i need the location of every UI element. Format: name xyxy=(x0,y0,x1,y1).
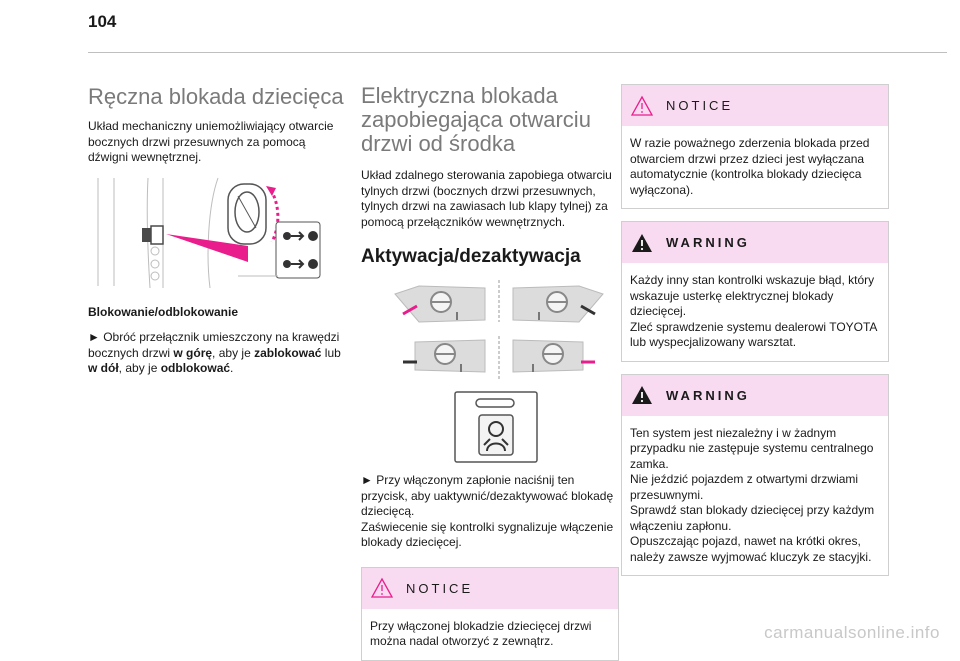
notice-title: NOTICE xyxy=(406,580,474,596)
warning-filled-icon xyxy=(630,384,654,406)
step-unlock-word: odblokować xyxy=(160,361,231,375)
column-notices xyxy=(621,84,889,576)
warning-title: WARNING xyxy=(666,387,750,403)
column-manual-child-lock xyxy=(88,72,346,377)
activation-subheading: Aktywacja/dezaktywacja xyxy=(361,246,581,267)
warning-text: Zleć sprawdzenie systemu dealerowi TOYOTA lub wyspecjalizowany warsztat. xyxy=(630,319,877,349)
manual-lock-intro: Układ mechaniczny uniemożliwiający otwarcie bocznych drzwi przesuwnych za pomocą dźwigni wewnętrznej. xyxy=(88,119,334,164)
step-text: , aby je xyxy=(212,345,255,360)
electric-lock-intro: Układ zdalnego sterowania zapobiega otwarciu tylnych drzwi (bocznych drzwi przesuwnych, tylnych drzwi na zawiasach lub klapy tylnej) za pomocą przełączników wewnętrznych. xyxy=(361,168,612,229)
vehicle-doors-illustration xyxy=(389,280,609,385)
title-line: drzwi od środka xyxy=(361,131,516,156)
header-divider xyxy=(88,52,947,53)
section-title-electric-lock xyxy=(361,84,619,156)
notice-header xyxy=(622,85,888,126)
column-electric-child-lock xyxy=(361,72,619,661)
warning-box-system xyxy=(621,374,889,577)
child-lock-button-illustration xyxy=(454,391,538,463)
section-title-manual-lock: Ręczna blokada dziecięca xyxy=(88,84,344,109)
step-text: Zaświecenie się kontrolki sygnalizuje włączenie blokady dziecięcej. xyxy=(361,519,614,549)
manual-lock-step xyxy=(88,330,346,377)
notice-box-exterior xyxy=(361,567,619,661)
step-text: lub xyxy=(321,345,341,360)
step-text: , aby je xyxy=(118,361,161,375)
warning-text: Opuszczając pojazd, nawet na krótki okres, należy zawsze wyjmować kluczyk ze stacyjki. xyxy=(630,534,872,564)
step-text: ► Przy włączonym zapłonie naciśnij ten przycisk, aby uaktywnić/dezaktywować blokadę dziecięcą. xyxy=(361,473,614,518)
step-text: . xyxy=(230,361,234,375)
warning-triangle-icon xyxy=(630,95,654,117)
notice-box-collision xyxy=(621,84,889,209)
warning-header xyxy=(622,375,888,416)
step-text: ► Obróć przełącznik umieszczony na krawędzi bocznych drzwi xyxy=(88,330,340,360)
warning-text: Każdy inny stan kontrolki wskazuje błąd, który wskazuje usterkę elektrycznej blokady dziecięcej. xyxy=(630,273,875,318)
step-lock-word: zablokować xyxy=(254,345,322,360)
warning-filled-icon xyxy=(630,232,654,254)
step-up-word: w górę xyxy=(173,345,213,360)
warning-text: Nie jeździć pojazdem z otwartymi drzwiami przesuwnymi. xyxy=(630,472,859,502)
lock-unlock-subheading: Blokowanie/odblokowanie xyxy=(88,304,239,319)
page-number: 104 xyxy=(88,12,117,31)
step-down-word: w dół xyxy=(88,361,119,375)
title-line: zapobiegająca otwarciu xyxy=(361,107,591,132)
warning-body xyxy=(622,263,888,361)
title-line: Elektryczna blokada xyxy=(361,83,558,108)
notice-title: NOTICE xyxy=(666,98,734,113)
warning-title: WARNING xyxy=(666,235,750,250)
warning-box-fault xyxy=(621,221,889,362)
warning-triangle-icon xyxy=(370,577,394,599)
watermark: carmanualsonline.info xyxy=(764,623,940,642)
notice-body: Przy włączonej blokadzie dziecięcej drzwi można nadal otworzyć z zewnątrz. xyxy=(370,618,592,648)
warning-text: Ten system jest niezależny i w żadnym przypadku nie zastępuje systemu centralnego zamka. xyxy=(630,425,874,471)
notice-body: W razie poważnego zderzenia blokada przed otwarciem drzwi przez dzieci jest wyłączana automatycznie (kontrolka blokady dziecięca wyłączona). xyxy=(630,136,870,197)
warning-text: Sprawdź stan blokady dziecięcej przy każdym włączeniu zapłonu. xyxy=(630,503,875,533)
electric-lock-step xyxy=(361,473,619,551)
notice-header xyxy=(362,568,618,609)
door-switch-illustration xyxy=(88,176,346,291)
warning-header xyxy=(622,222,888,263)
warning-body xyxy=(622,416,888,576)
